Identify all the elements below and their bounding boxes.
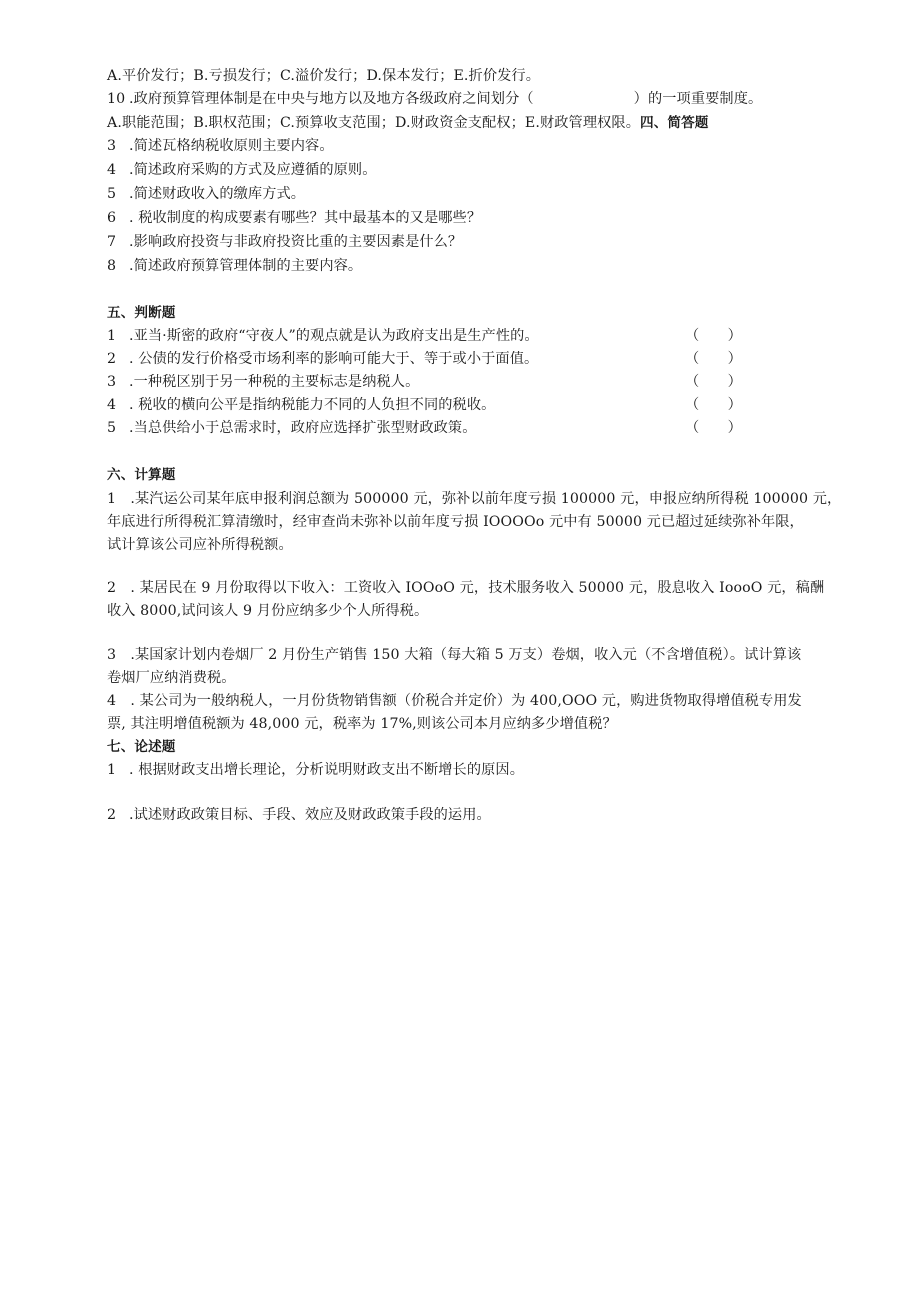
calc-q2-line: 2 . 某居民在 9 月份取得以下收入：工资收入 IOOoO 元，技术服务收入 50000 元，股息收入 IoooO 元，稿酬 <box>107 580 825 596</box>
answer-parentheses: （ ） <box>685 397 742 413</box>
true-false-item: 4 . 税收的横向公平是指纳税能力不同的人负担不同的税收。 <box>107 397 496 413</box>
answer-parentheses: （ ） <box>685 374 742 390</box>
calc-q4-line: 票, 其注明增值税额为 48,000 元，税率为 17%,则该公司本月应纳多少增值税？ <box>107 716 617 732</box>
answer-parentheses: （ ） <box>685 351 742 367</box>
answer-parentheses: （ ） <box>685 328 742 344</box>
short-answer-item: 5 .简述财政收入的缴库方式。 <box>107 186 306 202</box>
section6-title: 六、计算题 <box>107 467 176 483</box>
true-false-item: 5 .当总供给小于总需求时，政府应选择扩张型财政政策。 <box>107 420 477 436</box>
q10-number: 10 <box>107 91 126 107</box>
calc-q4-line: 4 . 某公司为一般纳税人，一月份货物销售额（价税合并定价）为 400,OOO 元，购进货物取得增值税专用发 <box>107 693 802 709</box>
essay-item: 1 . 根据财政支出增长理论，分析说明财政支出不断增长的原因。 <box>107 762 524 778</box>
calc-q3-line: 3 .某国家计划内卷烟厂 2 月份生产销售 150 大箱（每大箱 5 万支）卷烟，收入元（不含增值税）。试计算该 <box>107 647 802 663</box>
true-false-item: 1 .亚当·斯密的政府“守夜人”的观点就是认为政府支出是生产性的。 <box>107 328 539 344</box>
answer-parentheses: （ ） <box>685 420 742 436</box>
section4-title: 四、简答题 <box>640 115 709 131</box>
short-answer-item: 6 . 税收制度的构成要素有哪些？其中最基本的又是哪些？ <box>107 210 482 226</box>
calc-q1-line: 试计算该公司应补所得税额。 <box>107 537 293 553</box>
q10-stem <box>107 89 762 109</box>
section5-title: 五、判断题 <box>107 305 176 321</box>
true-false-item: 2 . 公债的发行价格受市场利率的影响可能大于、等于或小于面值。 <box>107 351 539 367</box>
short-answer-item: 7 .影响政府投资与非政府投资比重的主要因素是什么？ <box>107 234 463 250</box>
essay-item: 2 .试述财政政策目标、手段、效应及财政政策手段的运用。 <box>107 807 491 823</box>
short-answer-item: 3 .简述瓦格纳税收原则主要内容。 <box>107 138 334 154</box>
section7-title: 七、论述题 <box>107 739 176 755</box>
calc-q1-line: 年底进行所得税汇算清缴时，经审查尚未弥补以前年度亏损 IOOOOo 元中有 50000 元已超过延续弥补年限， <box>107 514 804 530</box>
q10-text: .政府预算管理体制是在中央与地方以及地方各级政府之间划分（ ）的一项重要制度。 <box>129 91 763 107</box>
short-answer-item: 8 .简述政府预算管理体制的主要内容。 <box>107 258 363 274</box>
q10-options: A.职能范围；B.职权范围；C.预算收支范围；D.财政资金支配权；E.财政管理权限。 <box>107 115 640 131</box>
calc-q3-line: 卷烟厂应纳消费税。 <box>107 670 236 686</box>
calc-q2-line: 收入 8000,试问该人 9 月份应纳多少个人所得税。 <box>107 603 429 619</box>
calc-q1-line: 1 .某汽运公司某年底申报利润总额为 500000 元，弥补以前年度亏损 100000 元，申报应纳所得税 100000 元， <box>107 491 842 507</box>
q9-options: A.平价发行；B.亏损发行；C.溢价发行；D.保本发行；E.折价发行。 <box>107 68 540 84</box>
short-answer-item: 4 .简述政府采购的方式及应遵循的原则。 <box>107 162 377 178</box>
q10-options-line <box>107 113 708 133</box>
true-false-item: 3 .一种税区别于另一种税的主要标志是纳税人。 <box>107 374 420 390</box>
